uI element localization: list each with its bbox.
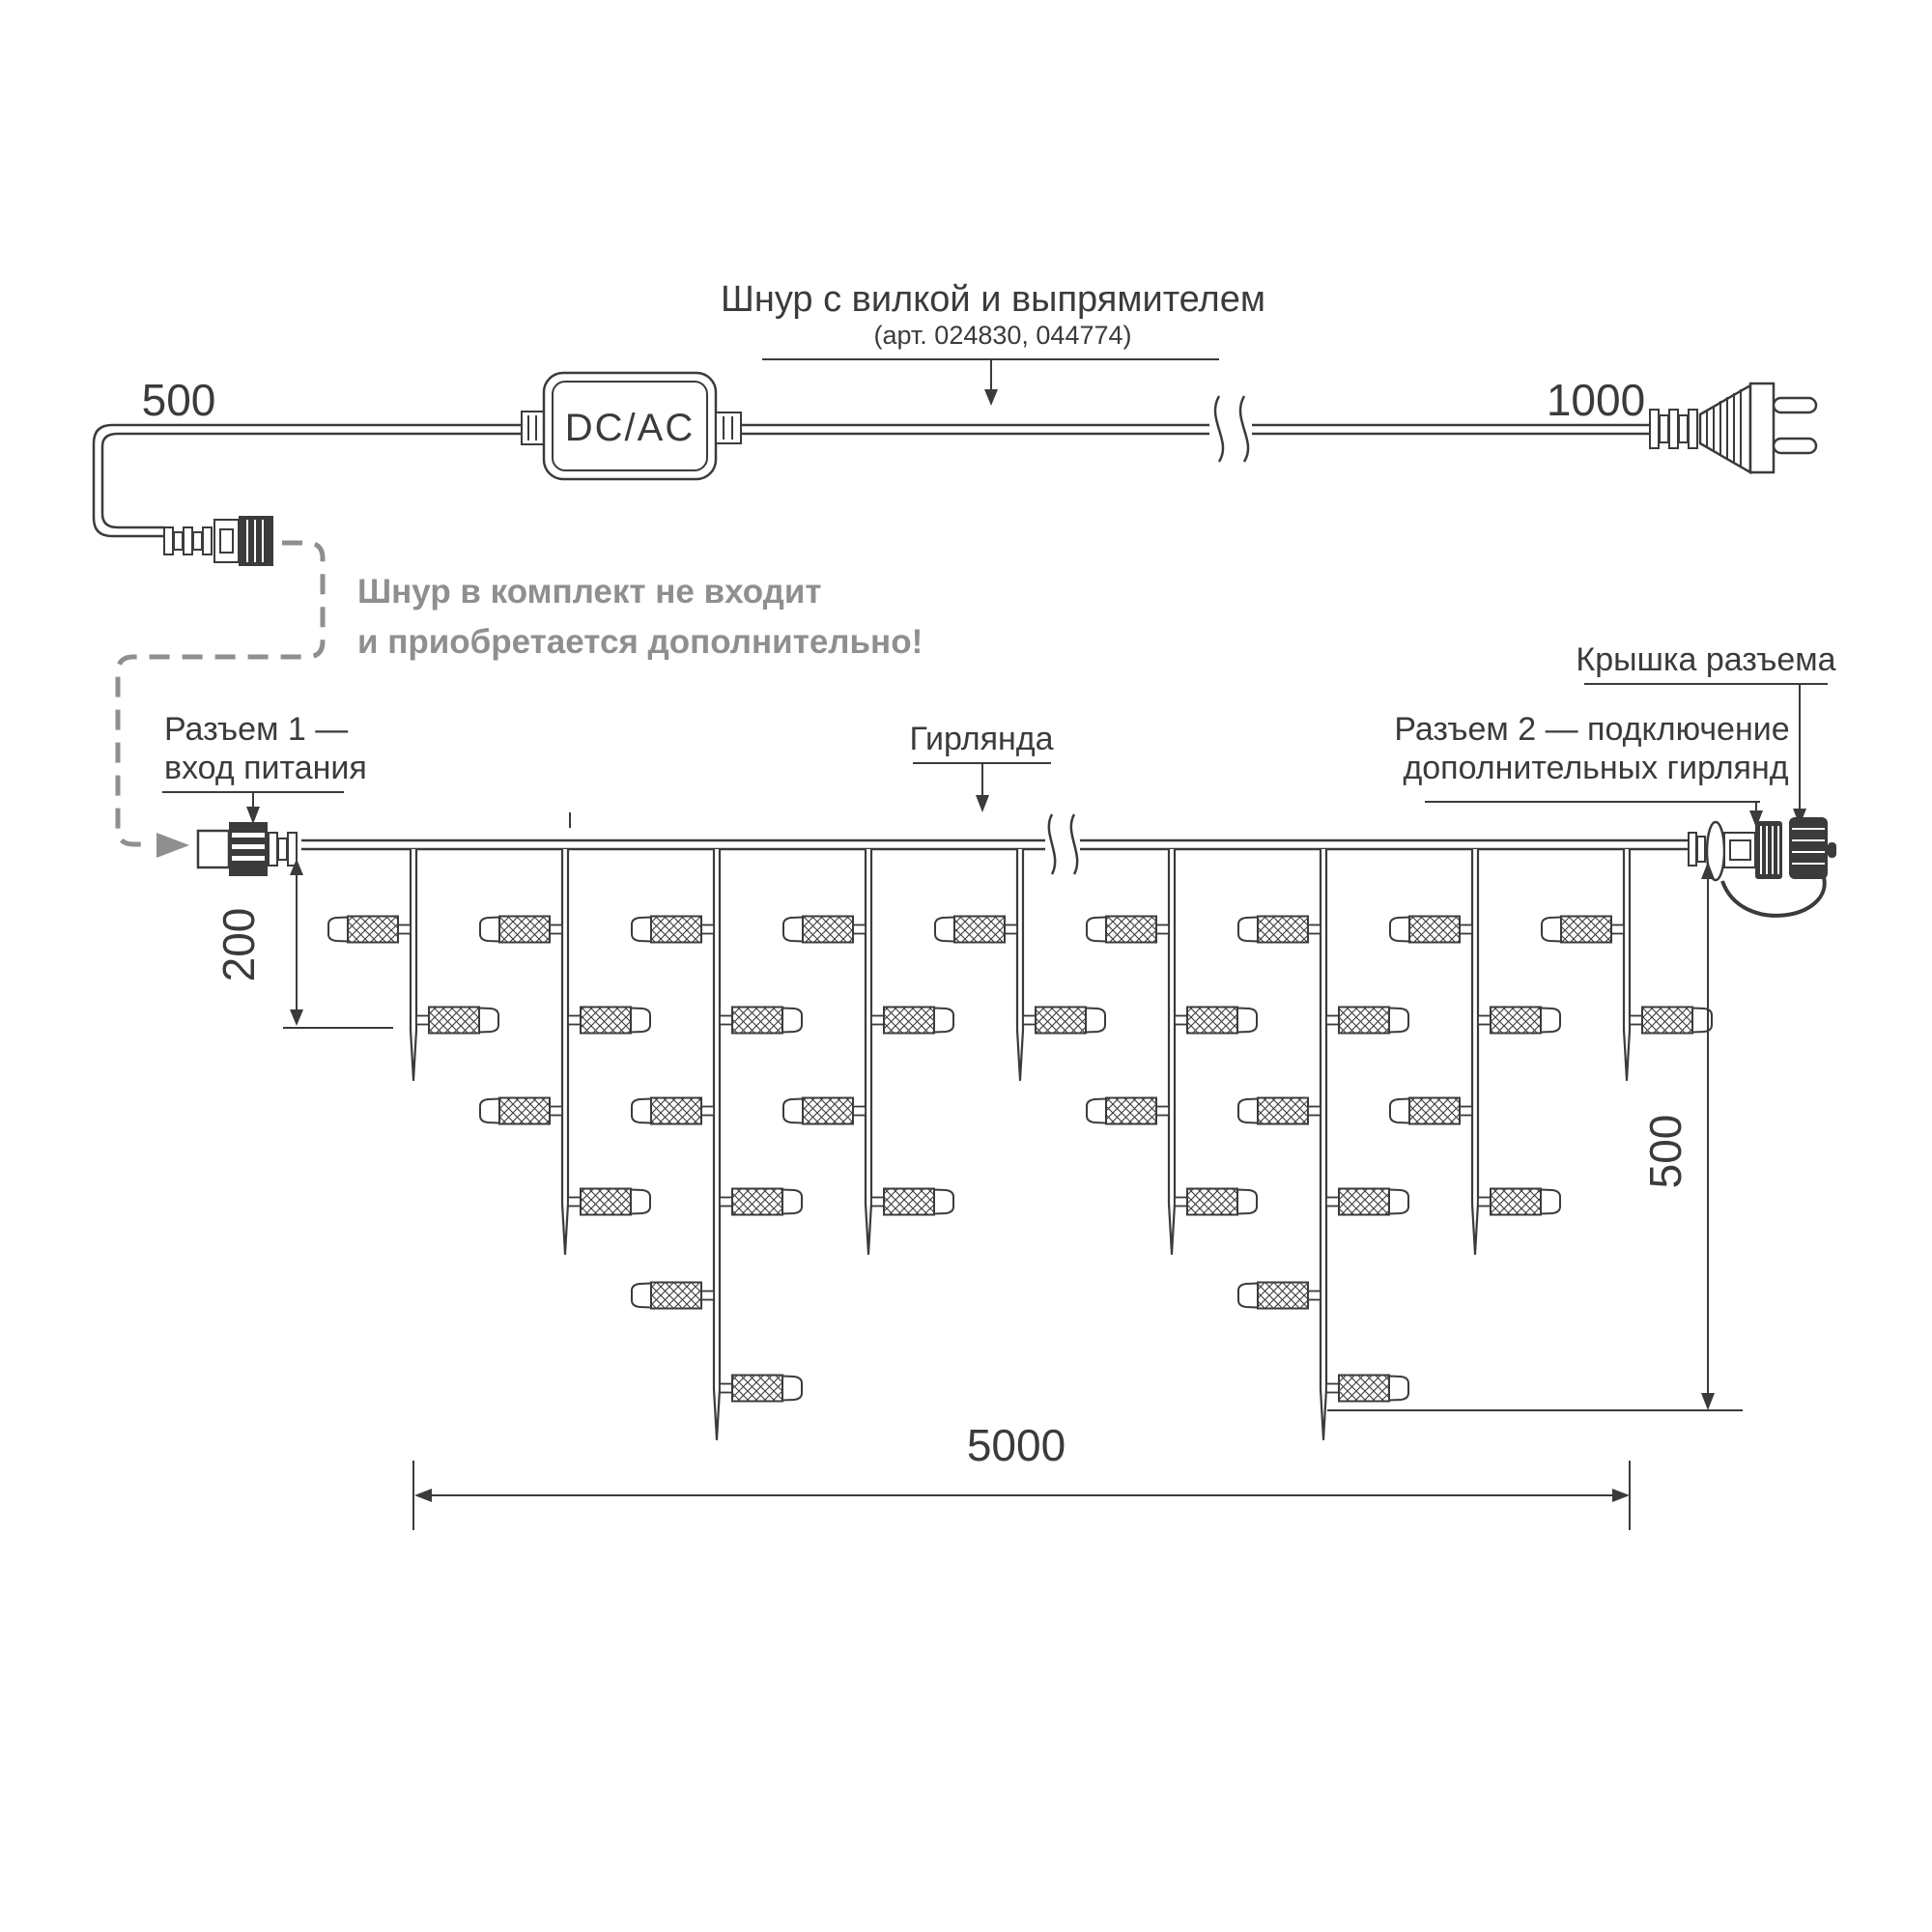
connector2-label-line2: дополнительных гирлянд	[1403, 750, 1789, 786]
icicle-drops	[328, 849, 1712, 1439]
garland-wire-b	[1080, 840, 1689, 849]
icicle-drop-wire	[1321, 849, 1326, 1439]
lamp-icon	[1478, 1189, 1560, 1215]
garland-connector2-icon	[1689, 817, 1836, 916]
lamp-icon	[1390, 917, 1472, 943]
cord-wire-right-b	[1252, 425, 1650, 434]
dc-ac-converter	[522, 373, 741, 479]
garland-section	[198, 812, 1836, 1530]
lamp-icon	[1326, 1189, 1408, 1215]
lamp-icon	[1542, 917, 1624, 943]
lamp-icon	[1326, 1376, 1408, 1402]
icicle-drop-wire	[1017, 849, 1023, 1080]
cord-subtitle: (арт. 024830, 044774)	[873, 321, 1132, 350]
garland-wire-a	[301, 840, 1045, 849]
converter-label: DC/AC	[564, 407, 696, 449]
lamp-icon	[568, 1189, 650, 1215]
dim-5000-value: 5000	[966, 1420, 1066, 1470]
mains-plug-icon	[1650, 384, 1816, 472]
cap-label: Крышка разъема	[1576, 641, 1836, 678]
plug-prong	[1774, 439, 1816, 453]
arrow-down-icon	[976, 795, 989, 812]
arrow-left-icon	[414, 1489, 432, 1502]
icicle-drop-wire	[1624, 849, 1630, 1080]
icicle-drop-wire	[562, 849, 568, 1254]
dimension-5000	[413, 1420, 1630, 1530]
cord-wire-outline-inner	[102, 434, 526, 527]
arrow-down-icon	[1701, 1393, 1715, 1410]
lamp-icon	[632, 1098, 714, 1124]
arrow-right-icon	[156, 833, 189, 858]
icicle-drop-wire	[1169, 849, 1175, 1254]
lamp-icon	[416, 1008, 498, 1034]
note-line1: Шнур в комплект не входит	[357, 573, 822, 611]
icicle-drop-wire	[411, 849, 416, 1080]
arrow-down-icon	[984, 389, 998, 406]
lamp-icon	[871, 1189, 953, 1215]
arrow-down-icon	[290, 1009, 303, 1026]
lamp-icon	[1087, 917, 1169, 943]
dashed-connection-path	[118, 543, 323, 844]
wire-break-icon	[1049, 814, 1055, 874]
cord-end-connector-icon	[164, 516, 273, 566]
lamp-icon	[1175, 1008, 1257, 1034]
converter-left-gland-icon	[522, 412, 545, 444]
dim-200-value: 200	[213, 907, 264, 982]
cord-left-length: 500	[141, 375, 216, 425]
lamp-icon	[480, 1098, 562, 1124]
lamp-icon	[1023, 1008, 1105, 1034]
lamp-icon	[1630, 1008, 1712, 1034]
cord-right-length: 1000	[1546, 375, 1646, 425]
lamp-icon	[328, 917, 411, 943]
lamp-icon	[935, 917, 1017, 943]
garland-labels	[162, 641, 1836, 828]
icicle-drop-wire	[1472, 849, 1478, 1254]
lamp-icon	[1390, 1098, 1472, 1124]
arrow-up-icon	[1701, 862, 1715, 879]
garland-label: Гирлянда	[909, 721, 1054, 757]
lamp-icon	[1478, 1008, 1560, 1034]
cord-break-icon	[1215, 396, 1223, 462]
lamp-icon	[783, 917, 866, 943]
connector-cap-icon	[1789, 817, 1828, 879]
cord-title: Шнур с вилкой и выпрямителем	[721, 279, 1265, 320]
lamp-icon	[1326, 1008, 1408, 1034]
icicle-drop-wire	[714, 849, 720, 1439]
lamp-icon	[1175, 1189, 1257, 1215]
dim-500-value: 500	[1640, 1114, 1690, 1189]
lamp-icon	[632, 917, 714, 943]
lamp-icon	[720, 1008, 802, 1034]
lamp-icon	[1238, 1098, 1321, 1124]
dimension-500	[1327, 862, 1743, 1410]
connector1-label-line2: вход питания	[164, 750, 367, 786]
cap-tether-cord	[1722, 877, 1825, 916]
wire-break-icon	[1071, 814, 1077, 874]
lamp-icon	[480, 917, 562, 943]
connector2-label-line1: Разъем 2 — подключение	[1394, 711, 1790, 748]
lamp-icon	[1087, 1098, 1169, 1124]
converter-right-gland-icon	[716, 412, 741, 443]
cord-wire-outline-outer	[94, 425, 526, 536]
lamp-icon	[720, 1376, 802, 1402]
lamp-icon	[783, 1098, 866, 1124]
connector1-label-line1: Разъем 1 —	[164, 711, 349, 748]
lamp-icon	[1238, 917, 1321, 943]
lamp-icon	[568, 1008, 650, 1034]
note-line2: и приобретается дополнительно!	[357, 623, 923, 661]
icicle-drop-wire	[866, 849, 871, 1254]
lamp-icon	[871, 1008, 953, 1034]
lamp-icon	[1238, 1283, 1321, 1309]
arrow-right-icon	[1612, 1489, 1630, 1502]
cord-break-icon	[1240, 396, 1248, 462]
lamp-icon	[632, 1283, 714, 1309]
plug-prong	[1774, 398, 1816, 412]
cord-wire-right-a	[740, 425, 1209, 434]
garland-connector1-icon	[198, 822, 297, 876]
lamp-icon	[720, 1189, 802, 1215]
arrow-down-icon	[246, 807, 260, 824]
